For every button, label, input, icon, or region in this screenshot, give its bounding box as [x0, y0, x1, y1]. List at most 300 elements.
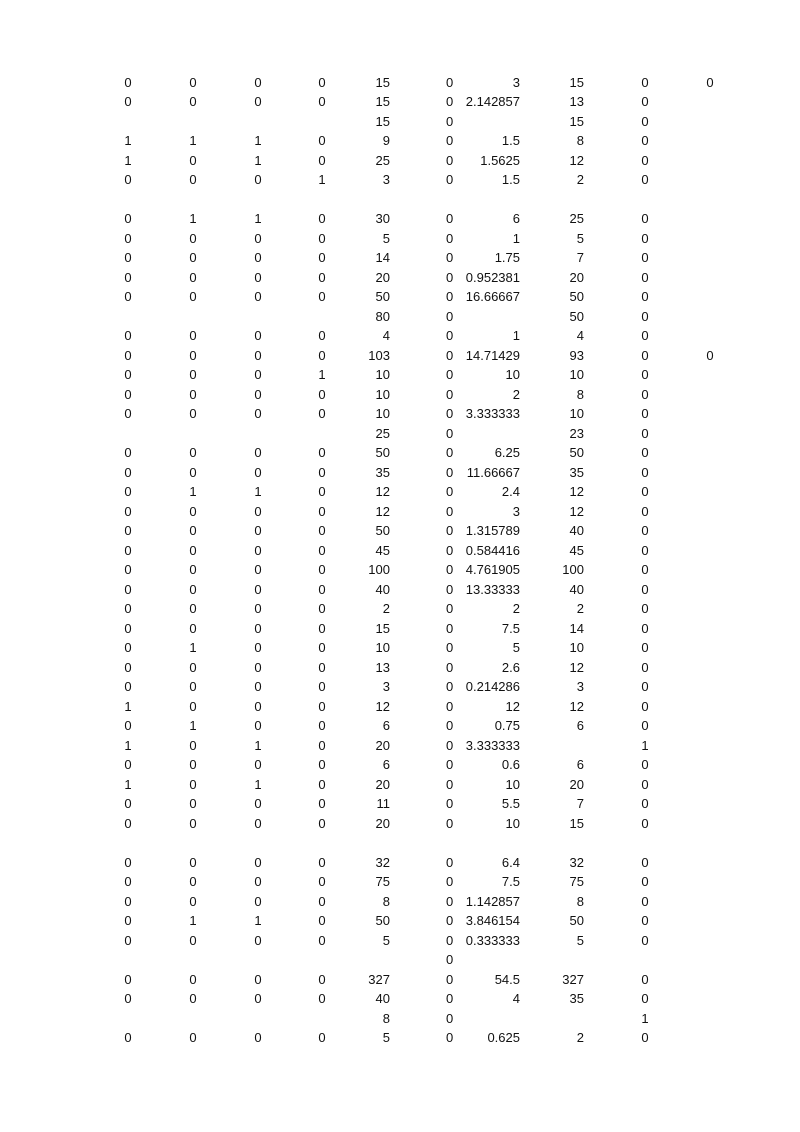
table-cell: 0 — [124, 406, 132, 421]
table-cell: 0 — [189, 737, 197, 753]
table-cell: 0 — [446, 289, 454, 304]
table-cell: 15 — [375, 620, 390, 636]
table-cell — [702, 970, 718, 990]
table-cell: 1 — [512, 328, 520, 343]
table-row — [0, 443, 800, 463]
table-cell — [702, 716, 718, 736]
table-cell: 12 — [569, 659, 584, 675]
table-cell — [540, 736, 584, 756]
table-cell: 1.315789 — [465, 523, 520, 538]
table-cell — [702, 112, 718, 132]
table-cell: 11.66667 — [466, 464, 520, 480]
table-cell: 15 — [569, 815, 584, 831]
table-cell: 20 — [569, 776, 584, 792]
table-cell: 0 — [318, 757, 326, 772]
table-cell — [702, 833, 718, 853]
table-cell: 0 — [124, 347, 132, 363]
table-cell — [450, 112, 520, 132]
table-cell: 1 — [189, 640, 197, 655]
table-cell — [637, 833, 653, 853]
table-cell: 0 — [254, 601, 262, 616]
table-cell: 2.4 — [501, 484, 520, 499]
table-cell: 0 — [641, 581, 649, 597]
table-cell: 0 — [446, 796, 454, 811]
table-cell: 0 — [318, 503, 326, 519]
table-cell: 0 — [124, 971, 132, 987]
table-cell: 5 — [382, 230, 390, 246]
table-cell: 75 — [375, 874, 390, 889]
table-cell: 0 — [124, 679, 132, 694]
table-cell — [702, 541, 718, 561]
table-cell: 0 — [189, 328, 197, 343]
table-cell — [702, 170, 718, 190]
table-cell: 0 — [189, 971, 197, 987]
table-cell: 1 — [124, 133, 132, 148]
table-cell: 0 — [189, 679, 197, 694]
table-cell: 23 — [569, 425, 584, 441]
table-cell: 1 — [254, 776, 262, 792]
table-cell: 15 — [569, 113, 584, 129]
table-cell: 0 — [318, 679, 326, 694]
table-cell: 1.5 — [501, 172, 520, 187]
table-cell: 40 — [375, 991, 390, 1006]
table-row — [0, 950, 800, 970]
table-cell: 0.952381 — [465, 269, 520, 285]
table-cell: 0 — [254, 172, 262, 187]
table-cell: 30 — [375, 211, 390, 226]
table-cell: 10 — [375, 406, 390, 421]
table-cell: 6 — [576, 718, 584, 733]
table-cell: 0 — [189, 562, 197, 577]
table-cell: 8 — [382, 893, 390, 909]
table-cell: 0 — [641, 971, 649, 987]
table-cell: 8 — [576, 133, 584, 148]
table-cell: 0 — [254, 347, 262, 363]
table-cell — [702, 365, 718, 385]
table-cell: 1.142857 — [465, 893, 520, 909]
table-cell: 0 — [318, 133, 326, 148]
table-cell: 0 — [641, 328, 649, 343]
table-cell: 2 — [382, 601, 390, 616]
table-cell: 6 — [512, 211, 520, 226]
table-cell — [702, 872, 718, 892]
table-cell — [340, 190, 390, 210]
table-cell — [702, 424, 718, 444]
table-cell: 0 — [446, 698, 454, 714]
table-row — [0, 151, 800, 171]
table-row — [0, 248, 800, 268]
table-cell: 0 — [189, 230, 197, 246]
table-cell: 0 — [189, 620, 197, 636]
table-cell: 0 — [446, 367, 454, 382]
table-cell — [702, 463, 718, 483]
table-row — [0, 560, 800, 580]
table-cell — [702, 853, 718, 873]
table-cell — [702, 229, 718, 249]
table-row — [0, 638, 800, 658]
table-row — [0, 287, 800, 307]
table-cell: 0 — [189, 991, 197, 1006]
table-cell: 0 — [189, 581, 197, 597]
table-cell — [702, 1028, 718, 1048]
table-cell: 2.6 — [501, 659, 520, 675]
table-cell: 0 — [189, 796, 197, 811]
table-cell: 0 — [318, 893, 326, 909]
table-cell: 15 — [569, 74, 584, 90]
table-cell: 0 — [446, 562, 454, 577]
table-row — [0, 92, 800, 112]
table-cell: 0 — [446, 854, 454, 870]
table-cell: 93 — [569, 347, 584, 363]
table-cell: 0 — [446, 172, 454, 187]
table-cell: 5 — [382, 1030, 390, 1045]
table-cell: 0 — [189, 250, 197, 265]
table-cell: 1 — [189, 211, 197, 226]
table-cell: 0 — [641, 913, 649, 928]
table-cell — [702, 697, 718, 717]
table-cell — [702, 755, 718, 775]
table-cell: 40 — [375, 581, 390, 597]
table-row — [0, 326, 800, 346]
table-cell: 1.5625 — [480, 152, 520, 168]
table-cell: 0 — [446, 503, 454, 519]
table-row — [0, 716, 800, 736]
table-cell: 50 — [375, 523, 390, 538]
table-cell: 1 — [189, 913, 197, 928]
table-cell: 0 — [254, 269, 262, 285]
table-cell: 8 — [576, 386, 584, 402]
table-cell: 0 — [254, 386, 262, 402]
table-cell: 0 — [254, 718, 262, 733]
table-cell: 0 — [254, 445, 262, 460]
table-row — [0, 482, 800, 502]
table-row — [0, 502, 800, 522]
table-cell: 1 — [124, 698, 132, 714]
table-cell — [314, 307, 330, 327]
table-cell — [450, 190, 520, 210]
table-cell: 0 — [189, 874, 197, 889]
table-cell — [314, 112, 330, 132]
table-cell: 0 — [446, 991, 454, 1006]
table-cell — [702, 599, 718, 619]
table-cell: 0 — [189, 601, 197, 616]
table-cell: 0 — [318, 406, 326, 421]
table-cell — [185, 424, 201, 444]
table-cell: 11 — [376, 796, 390, 811]
table-cell: 0 — [446, 737, 454, 753]
table-cell: 0 — [641, 386, 649, 402]
table-cell: 8 — [382, 1010, 390, 1026]
table-cell: 45 — [569, 542, 584, 558]
table-cell: 0 — [318, 211, 326, 226]
table-cell — [702, 248, 718, 268]
table-cell — [314, 833, 330, 853]
table-cell: 0 — [446, 971, 454, 987]
table-cell: 0 — [189, 386, 197, 402]
table-cell — [450, 833, 520, 853]
table-cell: 0 — [641, 601, 649, 616]
table-cell: 0 — [254, 757, 262, 772]
table-cell: 0 — [124, 620, 132, 636]
table-row — [0, 755, 800, 775]
table-cell: 5 — [382, 932, 390, 948]
table-cell: 0 — [189, 932, 197, 948]
table-cell: 5 — [576, 932, 584, 948]
table-cell: 0 — [254, 94, 262, 109]
table-cell: 0 — [641, 659, 649, 675]
table-cell: 0 — [318, 581, 326, 597]
table-row — [0, 404, 800, 424]
table-cell: 0 — [124, 74, 132, 90]
table-cell: 0 — [641, 718, 649, 733]
table-cell — [702, 658, 718, 678]
table-cell: 20 — [569, 269, 584, 285]
table-cell: 12 — [505, 698, 520, 714]
table-cell: 0 — [446, 211, 454, 226]
table-cell — [340, 950, 390, 970]
table-row — [0, 365, 800, 385]
table-cell: 25 — [375, 425, 390, 441]
table-cell — [702, 619, 718, 639]
table-cell: 0 — [254, 874, 262, 889]
table-cell: 0 — [189, 854, 197, 870]
table-cell: 6 — [382, 757, 390, 772]
table-cell: 0 — [124, 542, 132, 558]
table-cell: 0 — [254, 74, 262, 90]
table-cell: 4.761905 — [465, 562, 520, 577]
table-cell: 0 — [641, 445, 649, 460]
table-cell: 0 — [641, 757, 649, 772]
table-cell: 0 — [318, 659, 326, 675]
table-row — [0, 463, 800, 483]
table-cell — [702, 521, 718, 541]
table-cell: 1 — [254, 133, 262, 148]
table-cell — [702, 560, 718, 580]
table-cell — [702, 482, 718, 502]
table-cell: 0 — [446, 308, 454, 324]
table-cell: 13 — [569, 94, 584, 109]
table-cell: 0 — [641, 503, 649, 519]
table-cell — [702, 268, 718, 288]
table-row — [0, 911, 800, 931]
table-cell — [702, 326, 718, 346]
table-cell — [702, 911, 718, 931]
table-cell — [702, 190, 718, 210]
table-cell — [250, 190, 266, 210]
table-cell: 0 — [318, 523, 326, 538]
table-cell: 10 — [569, 367, 584, 382]
table-row — [0, 229, 800, 249]
table-cell: 0 — [254, 698, 262, 714]
table-row — [0, 619, 800, 639]
table-cell — [185, 833, 201, 853]
table-cell: 0 — [254, 406, 262, 421]
table-cell: 1 — [254, 737, 262, 753]
table-cell: 12 — [375, 698, 390, 714]
table-cell: 0 — [318, 347, 326, 363]
table-cell: 0 — [254, 562, 262, 577]
table-row — [0, 658, 800, 678]
table-cell: 8 — [576, 893, 584, 909]
table-cell: 0 — [641, 542, 649, 558]
table-cell: 0 — [189, 269, 197, 285]
table-cell: 0 — [318, 913, 326, 928]
table-cell: 50 — [569, 289, 584, 304]
table-cell: 0 — [254, 659, 262, 675]
table-cell: 0 — [254, 971, 262, 987]
table-cell: 50 — [375, 289, 390, 304]
table-cell — [702, 950, 718, 970]
table-cell: 0 — [446, 152, 454, 168]
table-cell: 0 — [254, 367, 262, 382]
table-cell: 0 — [189, 1030, 197, 1045]
table-cell: 16.66667 — [465, 289, 520, 304]
table-cell: 1 — [124, 776, 132, 792]
table-cell: 0 — [189, 367, 197, 382]
table-cell: 7.5 — [501, 874, 520, 889]
table-cell: 0 — [189, 893, 197, 909]
table-cell: 4 — [382, 328, 390, 343]
table-cell — [540, 833, 584, 853]
table-cell: 25 — [375, 152, 390, 168]
table-cell: 0 — [641, 854, 649, 870]
table-cell: 0 — [124, 640, 132, 655]
table-cell: 0 — [641, 367, 649, 382]
table-cell: 0 — [641, 874, 649, 889]
table-cell: 0 — [124, 484, 132, 499]
table-cell: 0 — [641, 698, 649, 714]
table-cell: 0 — [641, 893, 649, 909]
table-cell: 0 — [446, 913, 454, 928]
table-cell: 12 — [375, 484, 390, 499]
table-cell — [450, 307, 520, 327]
table-cell: 0 — [254, 289, 262, 304]
table-cell: 1 — [189, 484, 197, 499]
table-cell: 3 — [382, 172, 390, 187]
table-row — [0, 1009, 800, 1029]
table-cell: 0 — [318, 445, 326, 460]
table-cell: 0 — [189, 542, 197, 558]
table-row — [0, 424, 800, 444]
table-cell: 3 — [382, 679, 390, 694]
table-cell: 20 — [375, 776, 390, 792]
table-row — [0, 872, 800, 892]
table-cell: 0 — [446, 386, 454, 402]
table-cell: 0 — [318, 854, 326, 870]
table-cell: 0 — [641, 425, 649, 441]
table-cell: 0 — [446, 776, 454, 792]
table-row — [0, 1028, 800, 1048]
table-cell: 0 — [189, 757, 197, 772]
table-cell: 0 — [446, 347, 454, 363]
table-cell: 0 — [124, 796, 132, 811]
table-row — [0, 775, 800, 795]
table-cell: 0 — [254, 581, 262, 597]
table-cell: 0 — [446, 406, 454, 421]
table-cell: 32 — [375, 854, 390, 870]
table-cell: 0 — [189, 152, 197, 168]
table-cell: 0 — [254, 464, 262, 480]
table-cell: 2 — [576, 601, 584, 616]
table-cell: 0 — [124, 250, 132, 265]
table-cell: 1 — [124, 737, 132, 753]
table-row — [0, 385, 800, 405]
table-cell: 0.6 — [501, 757, 520, 772]
table-cell: 20 — [375, 737, 390, 753]
table-row — [0, 170, 800, 190]
table-cell: 14 — [569, 620, 584, 636]
table-cell — [540, 190, 584, 210]
table-row — [0, 697, 800, 717]
table-cell: 0 — [446, 718, 454, 733]
table-cell — [540, 1009, 584, 1029]
table-cell: 0 — [318, 991, 326, 1006]
table-cell: 0 — [124, 659, 132, 675]
table-cell: 0.333333 — [465, 932, 520, 948]
table-cell: 0 — [189, 815, 197, 831]
table-row — [0, 131, 800, 151]
table-cell: 0 — [318, 718, 326, 733]
table-cell: 0 — [318, 230, 326, 246]
table-cell: 0 — [318, 464, 326, 480]
table-cell: 45 — [375, 542, 390, 558]
table-cell — [702, 502, 718, 522]
table-cell: 0 — [254, 1030, 262, 1045]
table-cell: 75 — [569, 874, 584, 889]
table-row — [0, 736, 800, 756]
table-cell: 6.25 — [494, 445, 520, 460]
table-cell: 0 — [446, 757, 454, 772]
table-cell: 0 — [446, 425, 454, 441]
table-cell: 0 — [124, 386, 132, 402]
table-cell — [120, 307, 136, 327]
table-cell: 6.4 — [501, 854, 520, 870]
table-row — [0, 989, 800, 1009]
table-cell: 2 — [576, 172, 584, 187]
table-cell: 0 — [446, 952, 454, 967]
table-row — [0, 190, 800, 210]
table-cell: 0 — [641, 289, 649, 304]
table-cell: 0 — [124, 718, 132, 733]
table-cell: 0 — [446, 250, 454, 265]
table-cell: 0 — [641, 562, 649, 577]
table-cell: 0 — [446, 601, 454, 616]
table-cell: 0 — [641, 74, 649, 90]
table-row — [0, 73, 800, 93]
table-cell — [120, 424, 136, 444]
table-cell: 14.71429 — [465, 347, 520, 363]
table-cell: 0 — [641, 211, 649, 226]
table-cell: 0.214286 — [465, 679, 520, 694]
table-cell: 1 — [641, 737, 649, 753]
table-cell: 13 — [375, 659, 390, 675]
table-cell: 100 — [368, 562, 390, 577]
table-cell: 12 — [569, 152, 584, 168]
table-cell — [450, 950, 520, 970]
table-cell: 0.584416 — [465, 542, 520, 558]
table-cell — [702, 1009, 718, 1029]
table-cell: 0 — [641, 679, 649, 694]
table-cell — [702, 287, 718, 307]
table-row — [0, 580, 800, 600]
table-cell: 10 — [505, 776, 520, 792]
table-cell — [702, 989, 718, 1009]
table-row — [0, 307, 800, 327]
table-cell: 0 — [124, 328, 132, 343]
table-cell: 0 — [446, 874, 454, 889]
table-cell — [702, 736, 718, 756]
table-cell: 10 — [375, 386, 390, 402]
